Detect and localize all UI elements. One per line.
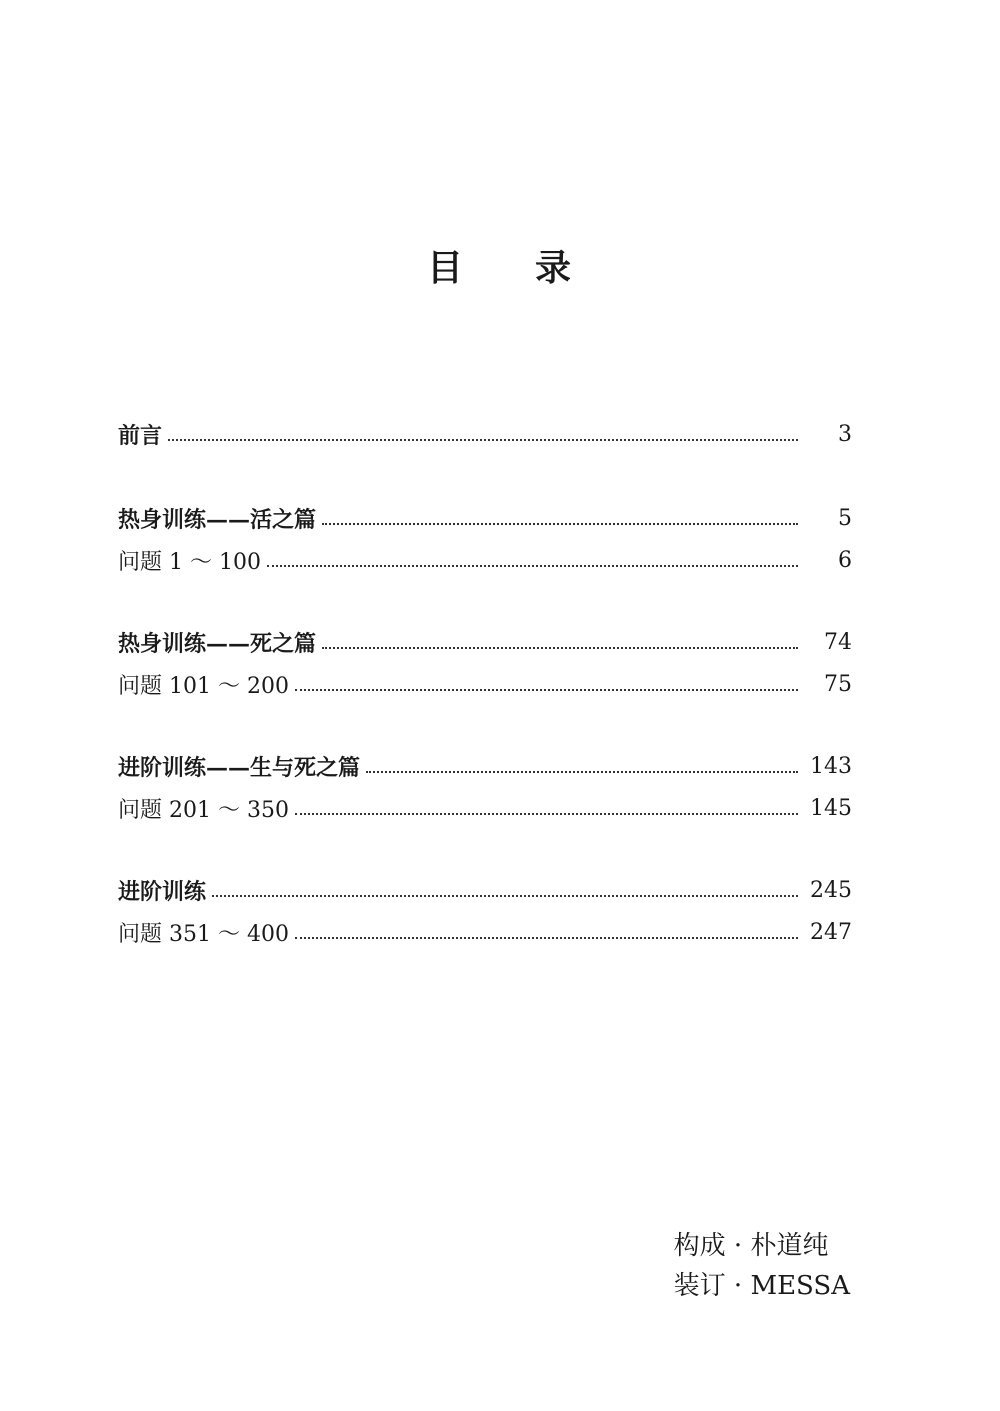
- toc-entry-label: 进阶训练——生与死之篇: [118, 754, 361, 781]
- toc-entry-label: 问题 101 ～ 200: [118, 673, 289, 699]
- credits: [674, 1226, 850, 1306]
- toc-entry-label: 前言: [118, 422, 163, 449]
- toc-entry-label: 问题 201 ～ 350: [118, 797, 289, 823]
- toc-entry-section[interactable]: [118, 870, 852, 910]
- toc-entry-problems[interactable]: [118, 664, 852, 704]
- dot-leader: [168, 437, 798, 441]
- toc-entry-section[interactable]: [118, 622, 852, 662]
- dot-leader: [295, 935, 798, 939]
- dot-leader: [322, 521, 798, 525]
- title-char-left: 目: [426, 248, 465, 289]
- dot-leader: [295, 687, 798, 691]
- toc-entry-page: 6: [838, 547, 852, 573]
- title-char-right: 录: [535, 248, 574, 289]
- toc-entry-page: 75: [824, 671, 852, 697]
- toc-entry-label: 问题 1 ～ 100: [118, 549, 261, 575]
- toc-entry-page: 74: [824, 629, 852, 655]
- page-title: [0, 240, 1000, 291]
- toc-entry-page: 247: [810, 919, 852, 945]
- credit-composition: 构成 · 朴道纯: [673, 1231, 829, 1261]
- toc-entry-label: 问题 351 ～ 400: [118, 921, 289, 947]
- credit-binding: 装订 · MESSA: [673, 1271, 850, 1301]
- toc-entry-page: 245: [810, 877, 852, 903]
- toc-entry-section[interactable]: [118, 498, 852, 538]
- dot-leader: [295, 811, 798, 815]
- toc-entry-page: 3: [838, 421, 852, 447]
- dot-leader: [366, 769, 798, 773]
- toc-entry-page: 143: [810, 753, 852, 779]
- dot-leader: [267, 563, 798, 567]
- toc-entry-section[interactable]: [118, 746, 852, 786]
- toc-entry-label: 进阶训练: [118, 878, 207, 905]
- toc-entry-label: 热身训练——死之篇: [118, 630, 317, 657]
- toc-entry-label: 热身训练——活之篇: [118, 506, 317, 533]
- dot-leader: [322, 645, 798, 649]
- toc-entry-page: 5: [838, 505, 852, 531]
- toc-entry-problems[interactable]: [118, 912, 852, 952]
- toc-entry-page: 145: [810, 795, 852, 821]
- toc-entry-problems[interactable]: [118, 540, 852, 580]
- toc-entry-preface[interactable]: [118, 414, 852, 454]
- dot-leader: [212, 893, 798, 897]
- toc-entry-problems[interactable]: [118, 788, 852, 828]
